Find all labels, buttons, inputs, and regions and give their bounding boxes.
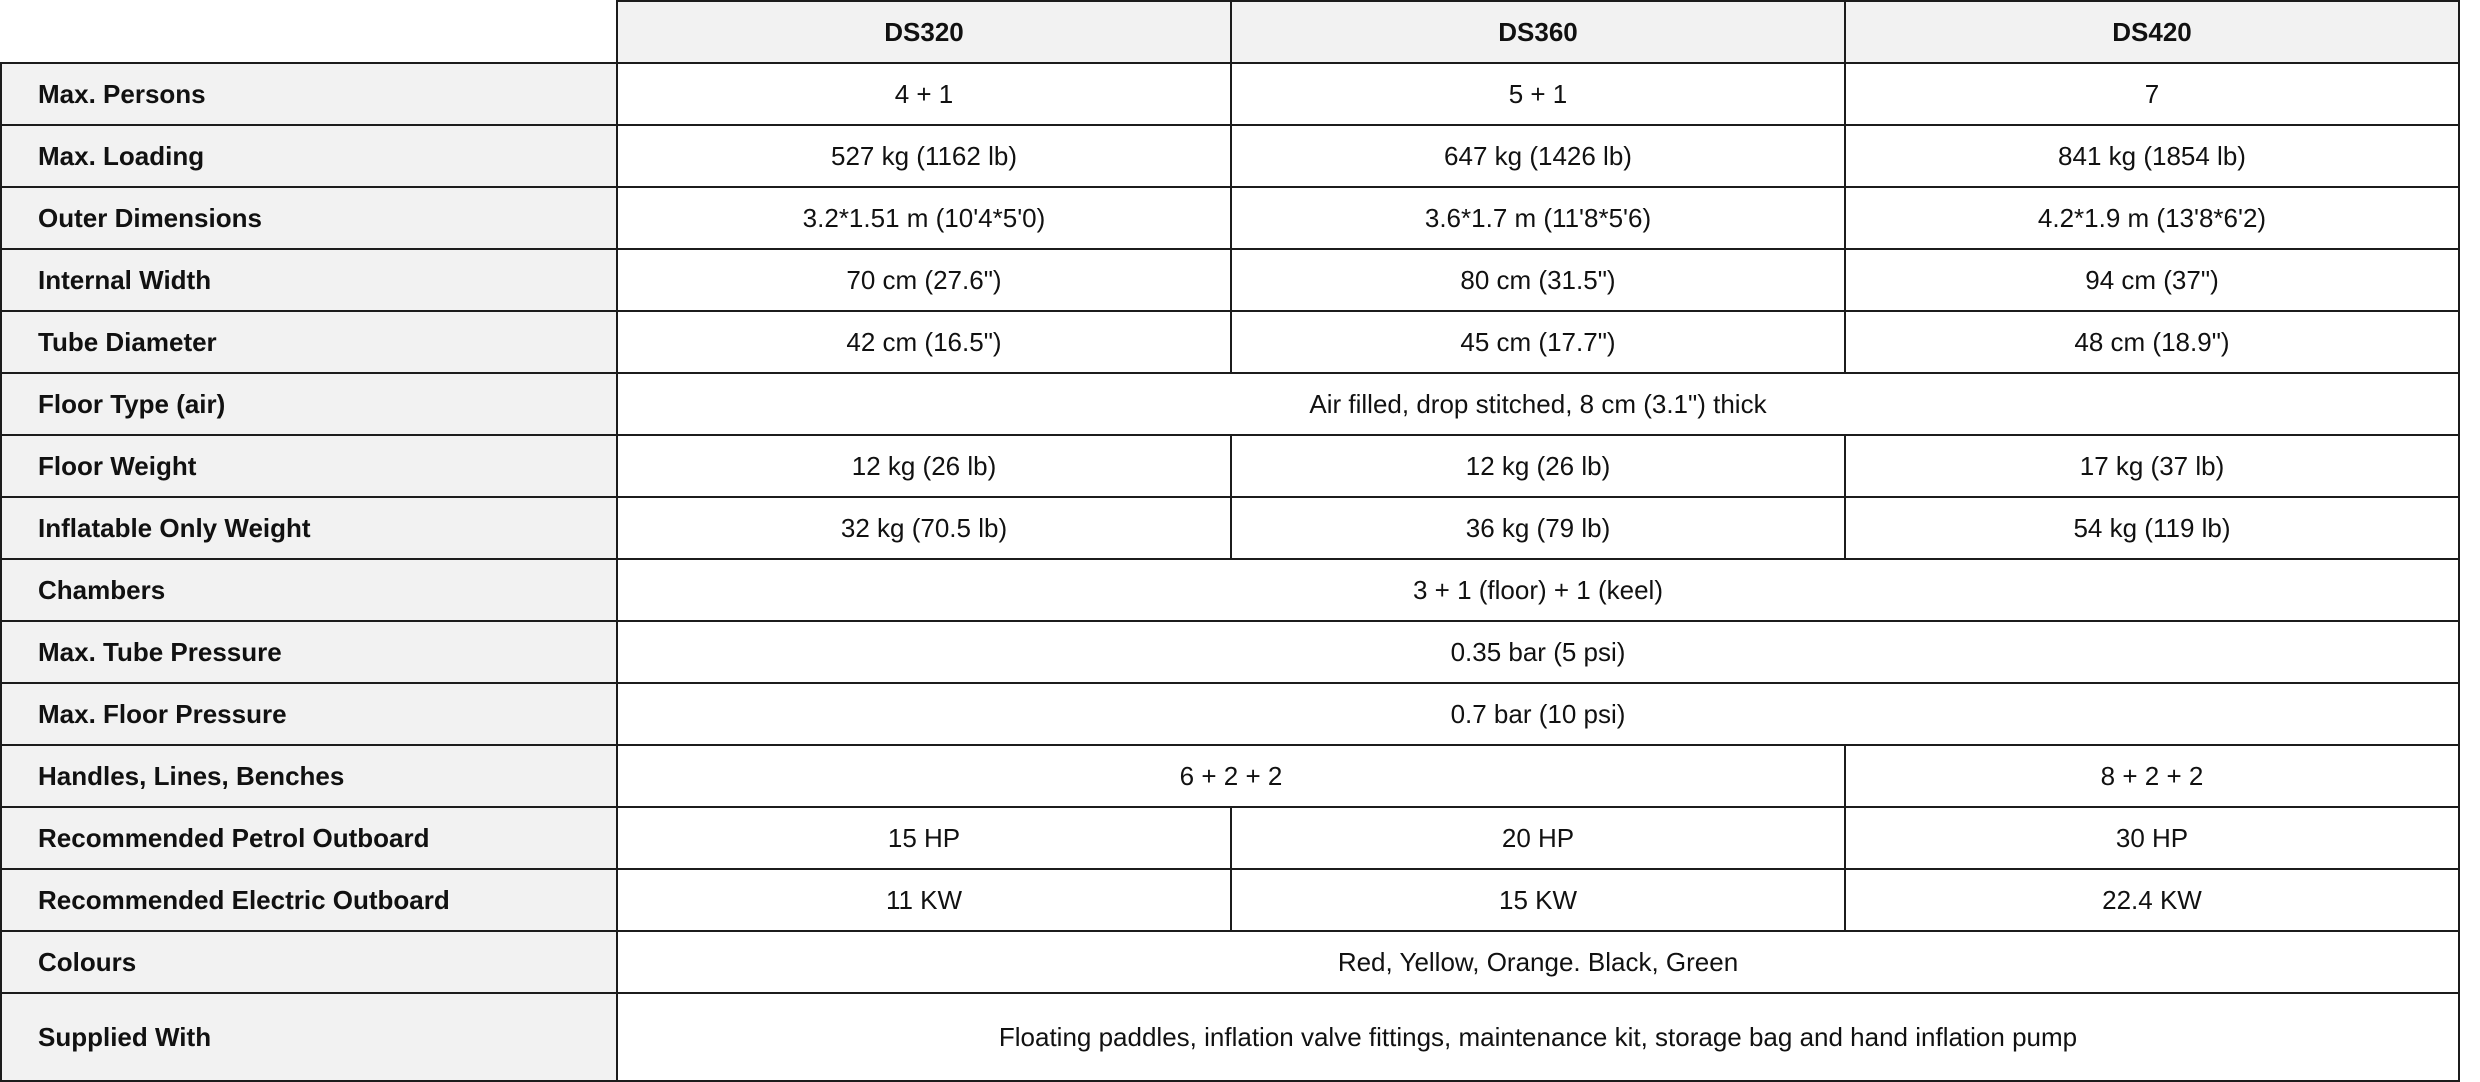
row-label: Internal Width <box>1 249 617 311</box>
row-label: Floor Weight <box>1 435 617 497</box>
row-handles-lines-benches <box>1 745 2459 807</box>
cell-all-models: 0.35 bar (5 psi) <box>617 621 2459 683</box>
row-inflatable-only-weight <box>1 497 2459 559</box>
row-label: Outer Dimensions <box>1 187 617 249</box>
cell-ds320: 15 HP <box>617 807 1231 869</box>
cell-all-models: Air filled, drop stitched, 8 cm (3.1") thick <box>617 373 2459 435</box>
row-floor-weight <box>1 435 2459 497</box>
cell-ds360: 12 kg (26 lb) <box>1231 435 1845 497</box>
cell-ds320: 42 cm (16.5") <box>617 311 1231 373</box>
cell-ds360: 80 cm (31.5") <box>1231 249 1845 311</box>
cell-ds320: 527 kg (1162 lb) <box>617 125 1231 187</box>
cell-ds360: 647 kg (1426 lb) <box>1231 125 1845 187</box>
row-recommended-petrol-outboard <box>1 807 2459 869</box>
cell-ds360: 45 cm (17.7") <box>1231 311 1845 373</box>
cell-ds320: 3.2*1.51 m (10'4*5'0) <box>617 187 1231 249</box>
row-label: Max. Floor Pressure <box>1 683 617 745</box>
cell-all-models: Red, Yellow, Orange. Black, Green <box>617 931 2459 993</box>
row-tube-diameter <box>1 311 2459 373</box>
row-colours <box>1 931 2459 993</box>
row-max-persons <box>1 63 2459 125</box>
cell-ds420: 4.2*1.9 m (13'8*6'2) <box>1845 187 2459 249</box>
row-internal-width <box>1 249 2459 311</box>
cell-ds360: 20 HP <box>1231 807 1845 869</box>
corner-cell <box>1 1 617 63</box>
model-header-ds420: DS420 <box>1845 1 2459 63</box>
cell-ds320: 32 kg (70.5 lb) <box>617 497 1231 559</box>
cell-ds320-ds360: 6 + 2 + 2 <box>617 745 1845 807</box>
cell-ds420: 8 + 2 + 2 <box>1845 745 2459 807</box>
row-recommended-electric-outboard <box>1 869 2459 931</box>
cell-all-models: 0.7 bar (10 psi) <box>617 683 2459 745</box>
row-label: Supplied With <box>1 993 617 1081</box>
row-label: Max. Persons <box>1 63 617 125</box>
cell-ds420: 94 cm (37") <box>1845 249 2459 311</box>
model-header-ds360: DS360 <box>1231 1 1845 63</box>
cell-ds360: 5 + 1 <box>1231 63 1845 125</box>
row-label: Inflatable Only Weight <box>1 497 617 559</box>
row-label: Colours <box>1 931 617 993</box>
row-outer-dimensions <box>1 187 2459 249</box>
row-label: Tube Diameter <box>1 311 617 373</box>
row-label: Max. Tube Pressure <box>1 621 617 683</box>
cell-ds420: 48 cm (18.9") <box>1845 311 2459 373</box>
row-label: Floor Type (air) <box>1 373 617 435</box>
header-row <box>1 1 2459 63</box>
model-header-ds320: DS320 <box>617 1 1231 63</box>
row-label: Max. Loading <box>1 125 617 187</box>
row-label: Handles, Lines, Benches <box>1 745 617 807</box>
cell-ds420: 54 kg (119 lb) <box>1845 497 2459 559</box>
row-supplied-with <box>1 993 2459 1081</box>
cell-ds360: 15 KW <box>1231 869 1845 931</box>
row-max-tube-pressure <box>1 621 2459 683</box>
cell-ds320: 4 + 1 <box>617 63 1231 125</box>
cell-ds420: 17 kg (37 lb) <box>1845 435 2459 497</box>
row-floor-type <box>1 373 2459 435</box>
cell-ds420: 841 kg (1854 lb) <box>1845 125 2459 187</box>
row-max-floor-pressure <box>1 683 2459 745</box>
cell-ds360: 3.6*1.7 m (11'8*5'6) <box>1231 187 1845 249</box>
row-label: Recommended Petrol Outboard <box>1 807 617 869</box>
cell-ds360: 36 kg (79 lb) <box>1231 497 1845 559</box>
cell-ds320: 12 kg (26 lb) <box>617 435 1231 497</box>
cell-ds320: 70 cm (27.6") <box>617 249 1231 311</box>
cell-ds320: 11 KW <box>617 869 1231 931</box>
cell-ds420: 7 <box>1845 63 2459 125</box>
row-chambers <box>1 559 2459 621</box>
cell-all-models: 3 + 1 (floor) + 1 (keel) <box>617 559 2459 621</box>
row-label: Recommended Electric Outboard <box>1 869 617 931</box>
cell-ds420: 30 HP <box>1845 807 2459 869</box>
row-max-loading <box>1 125 2459 187</box>
row-label: Chambers <box>1 559 617 621</box>
cell-ds420: 22.4 KW <box>1845 869 2459 931</box>
cell-all-models: Floating paddles, inflation valve fittings, maintenance kit, storage bag and hand inflation pump <box>617 993 2459 1081</box>
